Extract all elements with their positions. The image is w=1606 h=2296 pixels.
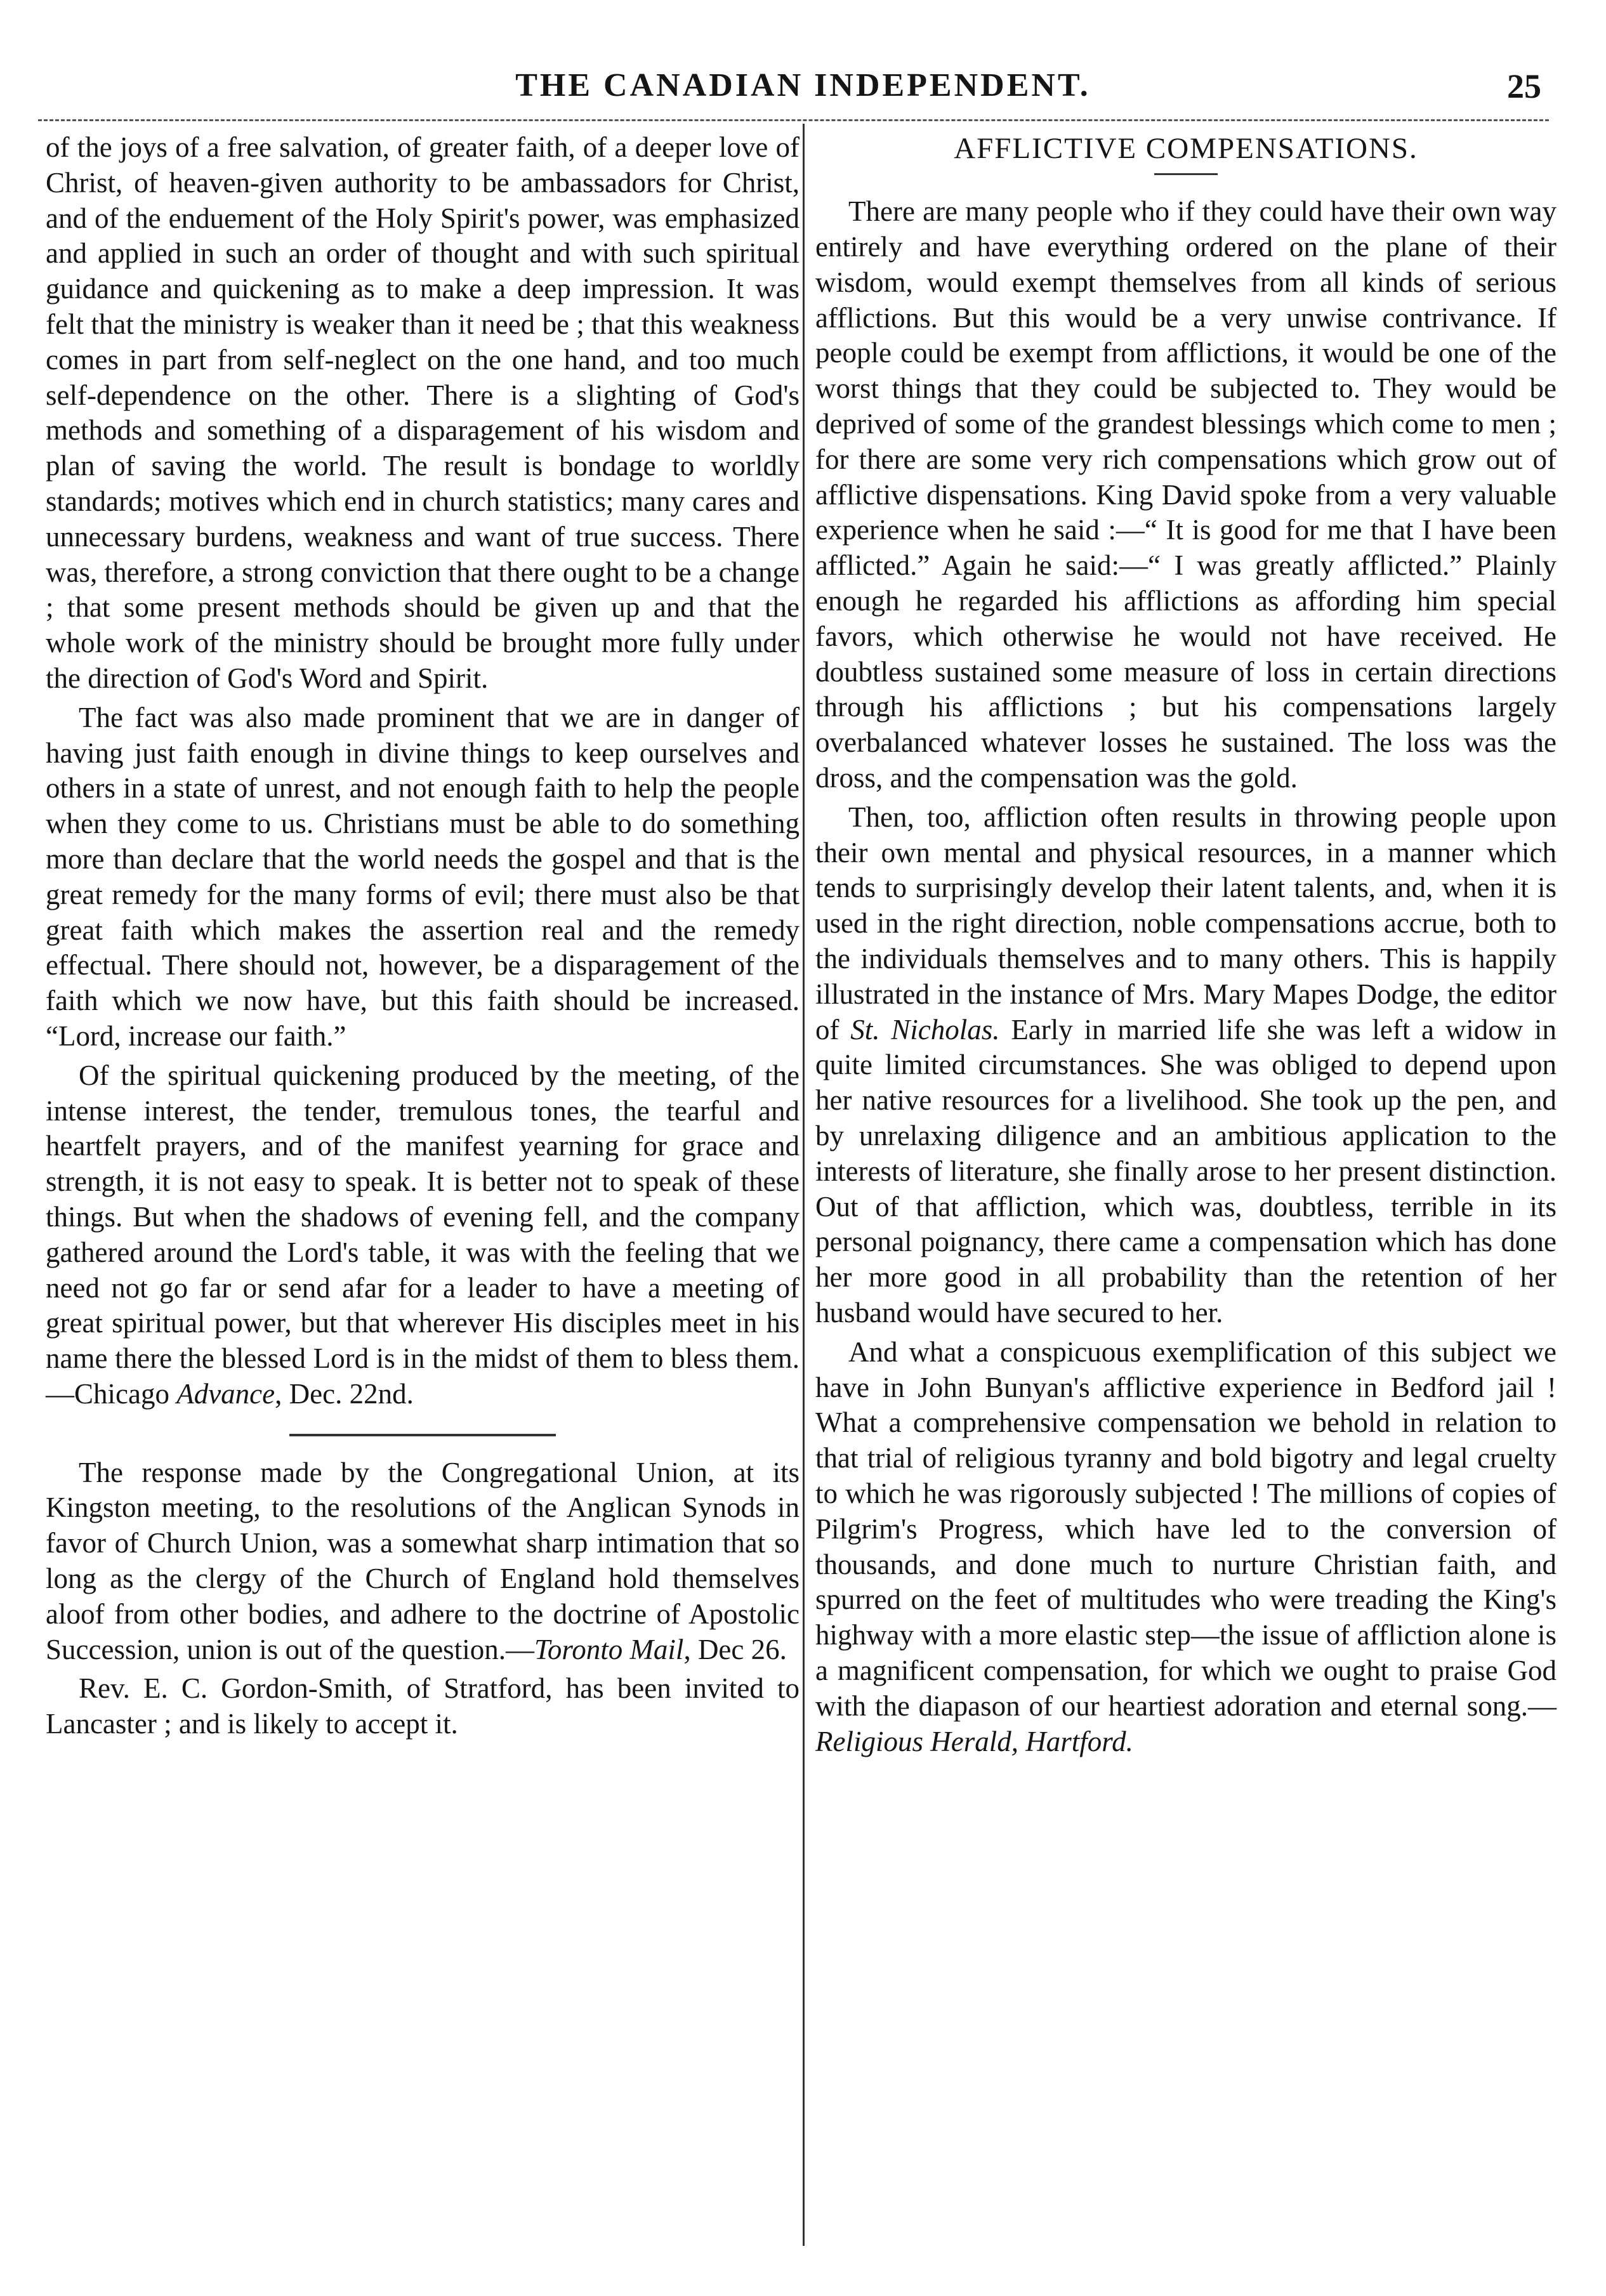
heading-rule bbox=[1154, 173, 1218, 175]
note-gordon-smith: Rev. E. C. Gordon-Smith, of Stratford, has been invited to Lancaster ; and is likely to accept it. bbox=[46, 1672, 800, 1740]
note-congregational-union bbox=[46, 1455, 800, 1668]
notes-section bbox=[46, 1455, 800, 1742]
left-column bbox=[46, 130, 800, 1742]
left-paragraph-2: The fact was also made prominent that we are in danger of having just faith enough in divine things to keep ourselves and others in a state of unrest, and not enough faith to help the people when they come to us. Christians must be able to do something more than declare that the world needs the gospel and that is the great remedy for the many forms of evil; there must also be that great faith which makes the assertion real and the remedy effectual. There should not, however, be a disparagement of the faith which we now have, but this faith should be increased. “Lord, increase our faith.” bbox=[46, 701, 800, 1052]
right-paragraph-2-b: Early in married life she was left a widow in quite limited circumstances. She was obliged to depend upon her native resources for a livelihood. She took up the pen, and by unrelaxing diligence and an ambitious application to the interests of literature, she finally arose to her present distinction. Out of that affliction, which was, doubtless, terrible in its personal poignancy, there came a compensation which has done her more good in all probability than the retention of her husband would have secured to her. bbox=[815, 1013, 1557, 1328]
left-paragraph-1: of the joys of a free salvation, of greater faith, of a deeper love of Christ, of heaven-given authority to be ambassadors for Christ, and of the enduement of the Holy Spirit's power, was emphasized and applied in such an order of thought and with such spiritual guidance and quickening as to make a deep impression. It was felt that the ministry is weaker than it need be ; that this weakness comes in part from self-neglect on the one hand, and too much self-dependence on the other. There is a slighting of God's methods and something of a disparagement of his wisdom and plan of saving the world. The result is bondage to worldly standards; motives which end in church statistics; many cares and unnecessary burdens, weakness and want of true success. There was, therefore, a strong conviction that there ought to be a change ; that some present methods should be given up and that the whole work of the ministry should be brought more fully under the direction of God's Word and Spirit. bbox=[46, 131, 800, 694]
right-paragraph-2 bbox=[815, 800, 1557, 1331]
publication-title: THE CANADIAN INDEPENDENT. bbox=[515, 67, 1091, 103]
page-header bbox=[0, 67, 1606, 117]
right-paragraph-2-a: Then, too, affliction often results in throwing people upon their own mental and physical resources, in a manner which tends to surprisingly develop their latent talents, and, when it is used in the right direction, noble compensations accrue, both to the individuals themselves and to many others. This is happily illustrated in the instance of Mrs. Mary Mapes Dodge, the editor of bbox=[815, 801, 1557, 1046]
article-heading: AFFLICTIVE COMPENSATIONS. bbox=[954, 132, 1418, 165]
right-paragraph-3-source: Religious Herald, Hartford. bbox=[815, 1725, 1133, 1757]
left-paragraph-3-date: , Dec. 22nd. bbox=[275, 1377, 414, 1410]
left-paragraph-3-text: Of the spiritual quickening produced by the meeting, of the intense interest, the tender, tremulous tones, the tearful and heartfelt prayers, and of the manifest yearning for grace and strength, it is not easy to speak. It is better not to speak of these things. But when the shadows of evening fell, and the company gathered around the Lord's table, it was with the feeling that we need not go far or send afar for a leader to have a meeting of great spiritual power, but that wherever His disciples meet in his name there the blessed Lord is in the midst of them to bless them.—Chicago bbox=[46, 1059, 800, 1410]
right-paragraph-3 bbox=[815, 1335, 1557, 1760]
note-1-date: , Dec 26. bbox=[683, 1633, 787, 1665]
left-paragraph-3 bbox=[46, 1058, 800, 1412]
right-column bbox=[815, 130, 1557, 1759]
column-divider bbox=[803, 124, 805, 2246]
right-paragraph-1: There are many people who if they could have their own way entirely and have everything ordered on the plane of their wisdom, would exempt themselves from all kinds of serious afflictions. But this would be a very unwise contrivance. If people could be exempt from afflictions, it would be one of the worst things that they could be subjected to. They would be deprived of some of the grandest blessings which come to men ; for there are some very rich compensations which grow out of afflictive dispensations. King David spoke from a very valuable experience when he said :—“ It is good for me that I have been afflicted.” Again he said:—“ I was greatly afflicted.” Plainly enough he regarded his afflictions as affording him special favors, which otherwise he would not have received. He doubtless sustained some measure of loss in certain directions through his afflictions ; but his compensations largely overbalanced whatever losses he sustained. The loss was the dross, and the compensation was the gold. bbox=[815, 195, 1557, 794]
note-1-text: The response made by the Congregational Union, at its Kingston meeting, to the resolutions of the Anglican Synods in favor of Church Union, was a somewhat sharp intimation that so long as the clergy of the Church of England hold themselves aloof from other bodies, and adhere to the doctrine of Apostolic Succession, union is out of the question.— bbox=[46, 1456, 800, 1665]
header-rule bbox=[38, 119, 1549, 121]
page-number: 25 bbox=[1507, 67, 1541, 105]
note-1-source: Toronto Mail bbox=[534, 1633, 684, 1665]
right-paragraph-3-text: And what a conspicuous exemplification of this subject we have in John Bunyan's afflictive experience in Bedford jail ! What a comprehensive compensation we behold in relation to that trial of religious tyranny and bold bigotry and legal cruelty to which he was rigorously subjected ! The millions of copies of Pilgrim's Progress, which have led to the conversion of thousands, and done much to nurture Christian faith, and spurred on the feet of multitudes who were treading the King's highway with a more elastic step—the issue of affliction alone is a magnificent compensation, for which we ought to praise God with the diapason of our heartiest adoration and eternal song.— bbox=[815, 1335, 1557, 1722]
left-paragraph-3-source: Advance bbox=[176, 1377, 275, 1410]
magazine-name: St. Nicholas. bbox=[850, 1013, 1000, 1046]
section-separator bbox=[289, 1434, 556, 1436]
